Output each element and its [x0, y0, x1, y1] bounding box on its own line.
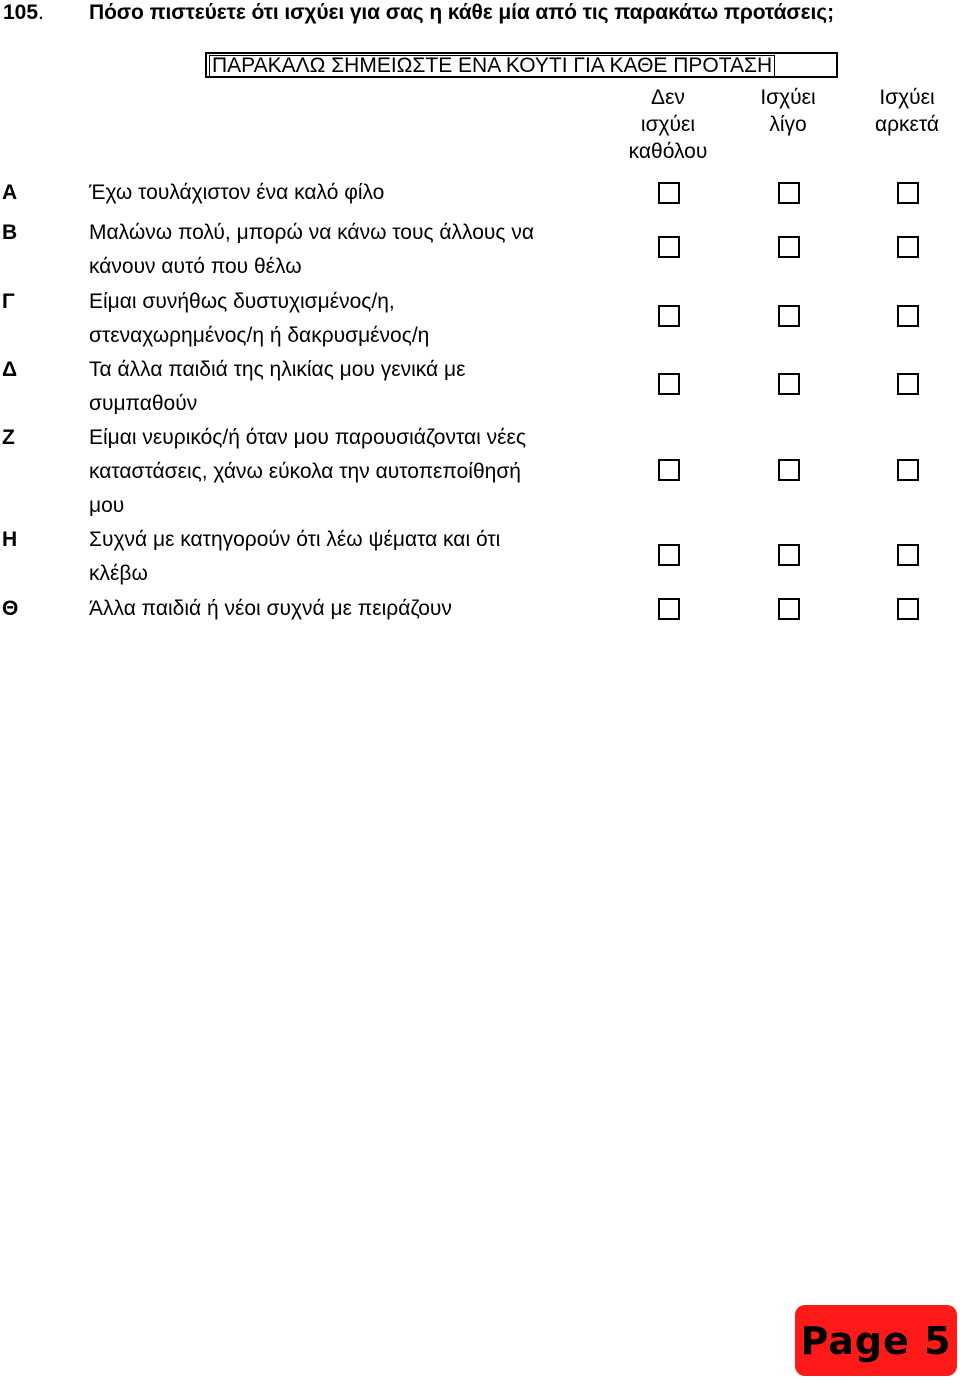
statement-text-line: Συχνά με κατηγορούν ότι λέω ψέματα και ότι [89, 528, 501, 551]
checkbox-th-certainly-true[interactable] [897, 598, 919, 620]
instruction-box [205, 52, 838, 78]
statement-letter: Δ [2, 358, 18, 381]
checkbox-b-somewhat-true[interactable] [778, 236, 800, 258]
statement-text-line: Μαλώνω πολύ, μπορώ να κάνω τους άλλους να [89, 221, 534, 244]
checkbox-d-somewhat-true[interactable] [778, 373, 800, 395]
statement-text [89, 353, 589, 421]
page-number-label: Page 5 [800, 1318, 952, 1363]
statement-letter: Η [2, 528, 18, 551]
checkbox-th-somewhat-true[interactable] [778, 598, 800, 620]
statement-text-line: κάνουν αυτό που θέλω [89, 255, 302, 278]
checkbox-d-certainly-true[interactable] [897, 373, 919, 395]
checkbox-z-not-true[interactable] [658, 459, 680, 481]
statement-letter: Θ [2, 597, 19, 620]
checkbox-a-not-true[interactable] [658, 182, 680, 204]
statement-text-line: συμπαθούν [89, 392, 198, 415]
statement-text-line: στεναχωρημένος/η ή δακρυσμένος/η [89, 324, 430, 347]
checkbox-b-certainly-true[interactable] [897, 236, 919, 258]
column-header-line: ισχύει [640, 113, 696, 136]
statement-row-z [0, 421, 960, 523]
column-header-line: Δεν [651, 86, 685, 109]
checkbox-h-certainly-true[interactable] [897, 544, 919, 566]
statement-text [89, 523, 589, 591]
statement-letter: Β [2, 221, 18, 244]
question-number-dot: . [38, 1, 44, 24]
checkbox-z-certainly-true[interactable] [897, 459, 919, 481]
statement-letter: Ζ [2, 426, 15, 449]
statement-row-d [0, 353, 960, 421]
statement-text-line: Είμαι συνήθως δυστυχισμένος/η, [89, 290, 395, 313]
statement-row-c [0, 285, 960, 353]
statement-row-h [0, 523, 960, 591]
checkbox-h-somewhat-true[interactable] [778, 544, 800, 566]
column-header-line: αρκετά [874, 113, 940, 136]
checkbox-th-not-true[interactable] [658, 598, 680, 620]
checkbox-d-not-true[interactable] [658, 373, 680, 395]
checkbox-h-not-true[interactable] [658, 544, 680, 566]
statement-letter: Α [2, 181, 18, 204]
statement-text-line: Είμαι νευρικός/ή όταν μου παρουσιάζονται νέες [89, 426, 526, 449]
statement-text [89, 216, 589, 284]
column-header-somewhat-true [733, 84, 843, 138]
checkbox-c-somewhat-true[interactable] [778, 305, 800, 327]
column-header-line: λίγο [769, 113, 807, 136]
question-number [3, 1, 44, 25]
checkbox-b-not-true[interactable] [658, 236, 680, 258]
column-header-line: Ισχύει [879, 86, 935, 109]
statement-row-th [0, 592, 960, 626]
statement-text [89, 285, 589, 353]
statement-text-line: Έχω τουλάχιστον ένα καλό φίλο [89, 181, 385, 204]
statement-row-b [0, 216, 960, 284]
checkbox-z-somewhat-true[interactable] [778, 459, 800, 481]
page-number-badge [795, 1305, 957, 1376]
statement-text-line: μου [89, 494, 125, 517]
column-header-line: Ισχύει [760, 86, 816, 109]
column-header-certainly-true [852, 84, 960, 138]
checkbox-c-certainly-true[interactable] [897, 305, 919, 327]
statement-text-line: καταστάσεις, χάνω εύκολα την αυτοπεποίθησή [89, 460, 521, 483]
statement-row-a [0, 176, 960, 210]
statement-text [89, 421, 589, 523]
checkbox-c-not-true[interactable] [658, 305, 680, 327]
statement-text-line: Άλλα παιδιά ή νέοι συχνά με πειράζουν [89, 597, 452, 620]
statement-text-line: κλέβω [89, 562, 148, 585]
question-number-value: 105 [3, 1, 39, 24]
statement-text-line: Τα άλλα παιδιά της ηλικίας μου γενικά με [89, 358, 466, 381]
instruction-text: ΠΑΡΑΚΑΛΩ ΣΗΜΕΙΩΣΤΕ ΕΝΑ ΚΟΥΤΙ ΓΙΑ ΚΑΘΕ ΠΡΟΤΑΣΗ [209, 55, 775, 77]
statement-text [89, 176, 589, 210]
checkbox-a-certainly-true[interactable] [897, 182, 919, 204]
column-header-not-true [613, 84, 723, 165]
statement-text [89, 592, 589, 626]
question-text: Πόσο πιστεύετε ότι ισχύει για σας η κάθε μία από τις παρακάτω προτάσεις; [89, 1, 834, 24]
checkbox-a-somewhat-true[interactable] [778, 182, 800, 204]
column-header-line: καθόλου [628, 140, 708, 163]
statement-letter: Γ [2, 290, 15, 313]
